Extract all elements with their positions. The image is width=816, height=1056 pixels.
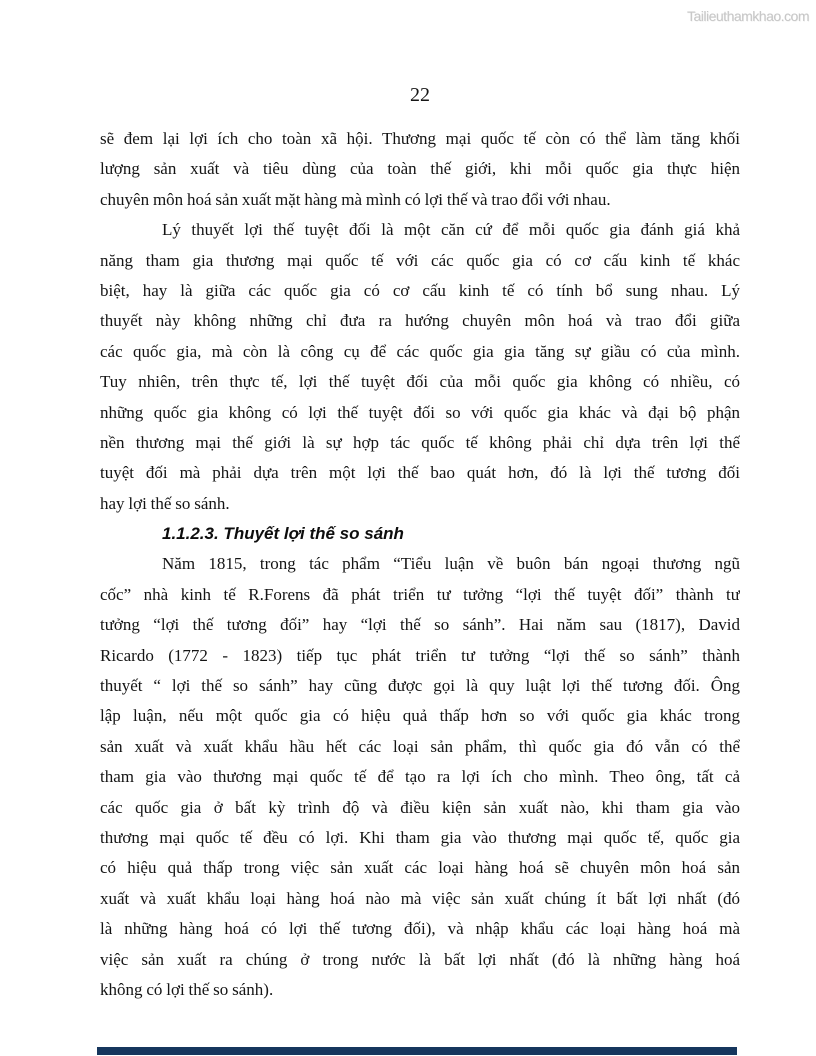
watermark-text: Tailieuthamkhao.com (686, 8, 809, 24)
section-heading: 1.1.2.3. Thuyết lợi thế so sánh (162, 524, 404, 544)
paragraph (100, 124, 740, 215)
text-line: Lý thuyết lợi thế tuyệt đối là một căn cứ để mỗi quốc gia đánh giá khả (162, 220, 740, 240)
text-line: sẽ đem lại lợi ích cho toàn xã hội. Thương mại quốc tế còn có thể làm tăng khối (100, 129, 740, 148)
text-line: tưởng “lợi thế tương đối” hay “lợi thế so sánh”. Hai năm sau (1817), David (100, 615, 740, 635)
text-line: các quốc gia, mà còn là công cụ để các quốc gia gia tăng sự giầu có của mình. (100, 341, 740, 361)
text-line: nền thương mại thế giới là sự hợp tác quốc tế không phải chỉ dựa trên lợi thế (100, 432, 740, 452)
text-line: là những hàng hoá có lợi thế tương đối), và nhập khẩu các loại hàng hoá mà (100, 919, 740, 939)
text-column (100, 124, 740, 1005)
text-line: lượng sản xuất và tiêu dùng của toàn thế giới, khi mỗi quốc gia thực hiện (100, 159, 740, 179)
text-line: hay lợi thế so sánh. (100, 493, 230, 513)
text-line: những quốc gia không có lợi thế tuyệt đối so với quốc gia khác và đại bộ phận (100, 402, 740, 422)
text-line: lập luận, nếu một quốc gia có hiệu quả thấp hơn so với quốc gia khác trong (100, 706, 740, 726)
page-number: 22 (410, 84, 430, 106)
text-line: tuyệt đối mà phải dựa trên một lợi thế bao quát hơn, đó là lợi thế tương đối (100, 463, 740, 483)
text-line: có hiệu quả thấp trong việc sản xuất các loại hàng hoá sẽ chuyên môn hoá sản (100, 858, 740, 878)
text-line: năng tham gia thương mại quốc tế với các quốc gia có cơ cấu kinh tế khác (100, 250, 740, 270)
text-line: tham gia vào thương mại quốc tế để tạo ra lợi ích cho mình. Theo ông, tất cả (100, 767, 740, 787)
text-line: Ricardo (1772 - 1823) tiếp tục phát triển tư tưởng “lợi thế so sánh” thành (100, 645, 740, 665)
text-line: các quốc gia ở bất kỳ trình độ và điều kiện sản xuất nào, khi tham gia vào (100, 797, 740, 817)
paragraph (100, 215, 740, 519)
text-line: thương mại quốc tế đều có lợi. Khi tham gia vào thương mại quốc tế, quốc gia (100, 827, 740, 847)
text-line: Tuy nhiên, trên thực tế, lợi thế tuyệt đối của mỗi quốc gia không có nhiều, có (100, 372, 740, 392)
text-line: chuyên môn hoá sản xuất mặt hàng mà mình có lợi thế và trao đổi với nhau. (100, 189, 611, 209)
paragraph (100, 549, 740, 1005)
text-line: Năm 1815, trong tác phẩm “Tiểu luận về buôn bán ngoại thương ngũ (162, 554, 740, 574)
text-line: xuất và xuất khẩu loại hàng hoá nào mà việc sản xuất chúng ít bất lợi nhất (đó (100, 888, 740, 908)
text-line: không có lợi thế so sánh). (100, 979, 274, 999)
footer-bar (97, 1047, 737, 1055)
text-line: biệt, hay là giữa các quốc gia có cơ cấu kinh tế có tính bổ sung nhau. Lý (100, 280, 740, 300)
text-line: sản xuất và xuất khẩu hầu hết các loại sản phẩm, thì quốc gia đó vẫn có thể (100, 736, 740, 756)
text-line: thuyết “ lợi thế so sánh” hay cũng được gọi là quy luật lợi thế tương đối. Ông (100, 676, 740, 696)
text-line: cốc” nhà kinh tế R.Forens đã phát triển tư tưởng “lợi thế tuyệt đối” thành tư (100, 584, 740, 604)
text-line: việc sản xuất ra chúng ở trong nước là bất lợi nhất (đó là những hàng hoá (100, 949, 740, 969)
text-line: thuyết này không những chỉ đưa ra hướng chuyên môn hoá và trao đổi giữa (100, 311, 740, 331)
